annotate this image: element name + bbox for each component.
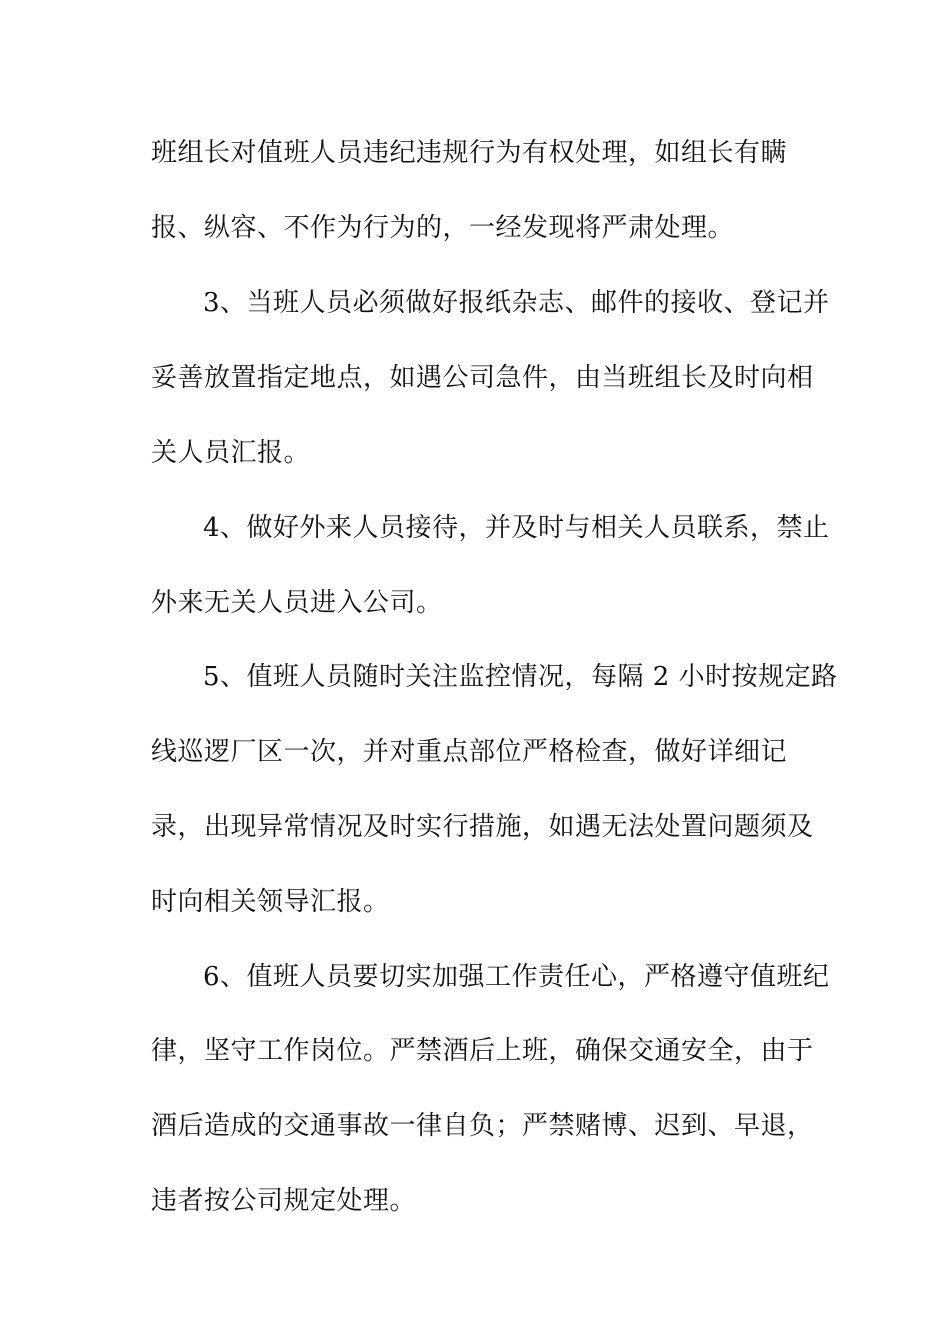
text-line: 妥善放置指定地点，如遇公司急件，由当班组长及时向相	[151, 363, 814, 393]
text-line: 律，坚守工作岗位。严禁酒后上班，确保交通安全，由于	[151, 1036, 814, 1066]
paragraph-5-start: 5、值班人员随时关注监控情况，每隔 2 小时按规定路	[203, 662, 838, 692]
text-line: 报、纵容、不作为行为的，一经发现将严肃处理。	[151, 213, 735, 243]
text-line: 关人员汇报。	[151, 438, 311, 468]
text-line: 线巡逻厂区一次，并对重点部位严格检查，做好详细记	[151, 737, 788, 767]
text-line: 外来无关人员进入公司。	[151, 588, 443, 618]
text-line: 酒后造成的交通事故一律自负；严禁赌博、迟到、早退，	[151, 1111, 814, 1141]
text-line: 班组长对值班人员违纪违规行为有权处理，如组长有瞒	[151, 138, 788, 168]
paragraph-4-start: 4、做好外来人员接待，并及时与相关人员联系，禁止	[203, 513, 830, 543]
text-line: 时向相关领导汇报。	[151, 887, 390, 917]
text-line: 违者按公司规定处理。	[151, 1186, 417, 1216]
text-line: 录，出现异常情况及时实行措施，如遇无法处置问题须及	[151, 812, 814, 842]
paragraph-3-start: 3、当班人员必须做好报纸杂志、邮件的接收、登记并	[203, 288, 830, 318]
paragraph-6-start: 6、值班人员要切实加强工作责任心，严格遵守值班纪	[203, 962, 830, 992]
